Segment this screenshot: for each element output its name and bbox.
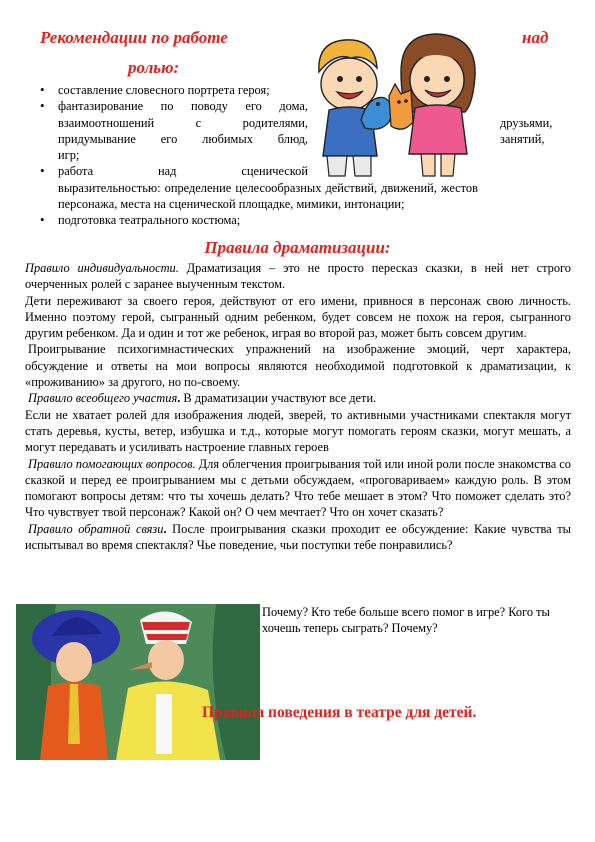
list-item [36, 82, 316, 98]
rule-individuality: Правило индивидуальности. Драматизация – это не просто пересказ сказки, в ней нет строго очерченных ролей с заранее выученным текстом. [25, 261, 571, 292]
recommendations-title-line2: ролью: [128, 58, 180, 77]
paragraph: Если не хватает ролей для изображения людей, зверей, то активными участниками спектакля могут стать деревья, кусты, ветер, избушка и т.д., которые могут помогать героям сказки, могут мешать, а могут передавать и усиливать настроение главных героев [25, 407, 571, 455]
rec-line: • работа над сценической [58, 164, 308, 179]
list-item [36, 98, 570, 163]
rec-line: составление словесного портрета героя; [58, 83, 270, 97]
rule-name: Правило обратной связи [28, 521, 164, 536]
list-item [36, 212, 570, 228]
rule-name: Правило всеобщего участия [28, 391, 178, 406]
theater-rules-title: Правила поведения в театре для детей. [202, 704, 477, 721]
rec-line: выразительностью: определение целесообразных действий, движений, жестов [58, 180, 478, 195]
rule-name: Правило индивидуальности. [25, 261, 179, 275]
rec-line: друзьями, [500, 115, 553, 130]
rule-name: Правило помогающих вопросов. [28, 456, 196, 471]
paragraph: Проигрывание психогимнастических упражнений на изображение эмоций, черт характера, обсуждение и ответы на мои вопросы являются необходимой подготовкой к драматизации, к «проживанию» за другого, но по-своему. [25, 342, 571, 390]
rec-line: персонажа, места на сценической площадке, мимики, интонации; [58, 197, 405, 212]
paragraph: Дети переживают за своего героя, действуют от его имени, привнося в персонаж свою личность. Именно поэтому герой, сыгранный одним ребенком, будет совсем не похож на героя, сыгранного другим ребенком. Да и один и тот же ребенок, играя во второй раз, может быть совсем другим. [25, 293, 571, 341]
rule-feedback: Правило обратной связи. После проигрывания сказки проходит ее обсуждение: Какие чувства ты испытывал во время спектакля? Чье поведение, чьи поступки тебе понравились? [25, 521, 571, 553]
recommendations-title-right: над [522, 28, 549, 47]
rule-helping-questions: Правило помогающих вопросов. Для облегчения проигрывания той или иной роли после знакомства со сказкой и перед ее проигрыванием мы с детьми обсуждаем, «проговариваем» каждую роль. В этом помогают вопросы детям: что ты хочешь делать? Что тебе мешает в этом? Что поможет сделать это? Что чувствует твой персонаж? Какой он? О чем мечтает? Что он хочет сказать? [25, 456, 571, 520]
recommendations-list [36, 82, 570, 229]
rec-line: подготовка театрального костюма; [58, 213, 241, 228]
rec-line: занятий, [500, 131, 545, 146]
rec-line: игр; [58, 148, 80, 163]
dramatization-title: Правила драматизации: [204, 238, 391, 257]
rec-line: придумывание его любимых блюд, [58, 131, 308, 146]
dramatization-rules [25, 260, 571, 553]
rule-participation: Правило всеобщего участия. В драматизации участвуют все дети. [28, 391, 377, 406]
list-item [36, 163, 570, 212]
rec-line: взаимоотношений с родителями, [58, 115, 308, 130]
rec-line: • фантазирование по поводу его дома, [58, 99, 308, 114]
feedback-continuation: Почему? Кто тебе больше всего помог в игре? Кого ты хочешь теперь сыграть? Почему? [262, 605, 550, 636]
theater-costume-photo [16, 604, 260, 760]
recommendations-title-left: Рекомендации по работе [40, 28, 228, 47]
